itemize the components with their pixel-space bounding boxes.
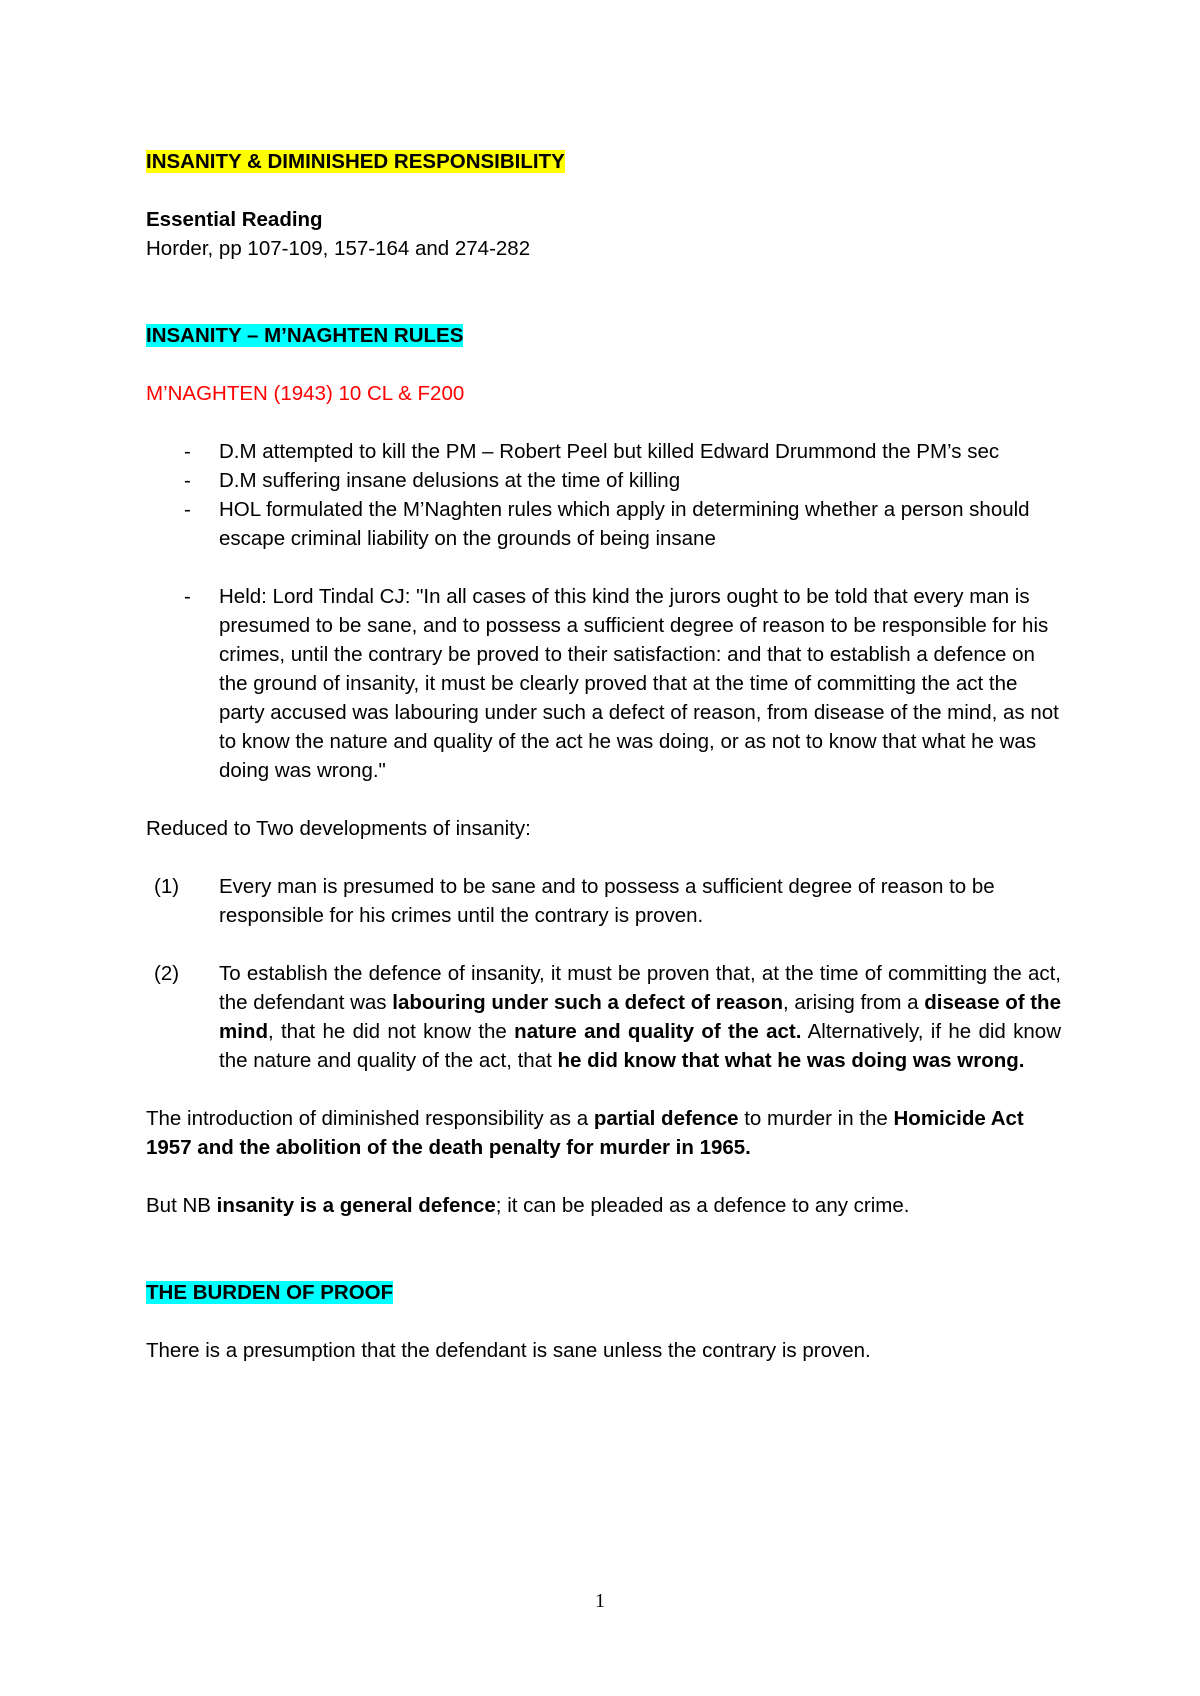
nb-paragraph <box>146 1191 1061 1220</box>
development-text: , arising from a <box>782 991 925 1014</box>
section-heading-line <box>146 321 1061 350</box>
development-text: Every man is presumed to be sane and to possess a sufficient degree of reason to be responsible for his crimes until the contrary is proven. <box>219 875 995 927</box>
emphasis-text: labouring under such a defect of reason <box>392 991 783 1014</box>
section-heading-line <box>146 1278 1061 1307</box>
emphasis-text: partial defence <box>593 1107 739 1130</box>
document-title: INSANITY & DIMINISHED RESPONSIBILITY <box>146 150 565 173</box>
paragraph-text: ; it can be pleaded as a defence to any crime. <box>495 1194 910 1217</box>
list-item: - D.M attempted to kill the PM – Robert Peel but killed Edward Drummond the PM’s sec <box>146 437 1061 466</box>
development-text: , that he did not know the <box>267 1020 515 1043</box>
emphasis-text: insanity is a general defence <box>216 1194 496 1217</box>
emphasis-text: Homicide Act 1957 and the abolition of the death penalty for murder in 1965. <box>146 1107 1024 1159</box>
emphasis-text: he did know that what he was doing was wrong. <box>557 1049 1025 1072</box>
case-facts-list <box>146 437 1061 553</box>
case-citation: M’NAGHTEN (1943) 10 CL & F200 <box>146 382 465 405</box>
essential-reading-text: Horder, pp 107-109, 157-164 and 274-282 <box>146 237 531 260</box>
diminished-responsibility-paragraph <box>146 1104 1061 1162</box>
paragraph-text: The introduction of diminished responsibility as a <box>146 1107 594 1130</box>
development-text: Alternatively, if he did know the nature and quality of the act, that <box>219 1020 1062 1072</box>
document-body <box>146 147 1061 1365</box>
paragraph-text: to murder in the <box>738 1107 894 1130</box>
list-item <box>146 959 1061 1075</box>
development-text: To establish the defence of insanity, it must be proven that, at the time of committing the act, the defendant was <box>219 962 1061 1014</box>
list-number: (1) <box>154 875 180 898</box>
page-number: 1 <box>595 1590 605 1612</box>
document-title-line <box>146 147 1061 176</box>
list-number: (2) <box>154 962 180 985</box>
section-heading-mnaghten: INSANITY – M’NAGHTEN RULES <box>146 324 464 347</box>
section-heading-burden: THE BURDEN OF PROOF <box>146 1281 394 1304</box>
list-item: - HOL formulated the M’Naghten rules which apply in determining whether a person should escape criminal liability on the grounds of being insane <box>146 495 1061 553</box>
essential-reading-heading: Essential Reading <box>146 208 323 231</box>
developments-list <box>146 872 1061 1075</box>
emphasis-text: disease of the mind <box>219 991 1061 1043</box>
reduced-intro: Reduced to Two developments of insanity: <box>146 817 531 840</box>
list-item <box>146 872 1061 930</box>
list-item: - D.M suffering insane delusions at the time of killing <box>146 466 1061 495</box>
held-quote: - Held: Lord Tindal CJ: "In all cases of this kind the jurors ought to be told that every man is presumed to be sane, and to possess a sufficient degree of reason to be responsible for his crimes, until the contrary be proved to their satisfaction: and that to establish a defence on the ground of insanity, it must be clearly proved that at the time of committing the act the party accused was labouring under such a defect of reason, from disease of the mind, as not to know the nature and quality of the act he was doing, or as not to know that what he was doing was wrong." <box>146 582 1061 785</box>
held-list <box>146 582 1061 785</box>
paragraph-text: But NB <box>146 1194 217 1217</box>
emphasis-text: nature and quality of the act. <box>514 1020 802 1043</box>
burden-text: There is a presumption that the defendant is sane unless the contrary is proven. <box>146 1339 871 1362</box>
